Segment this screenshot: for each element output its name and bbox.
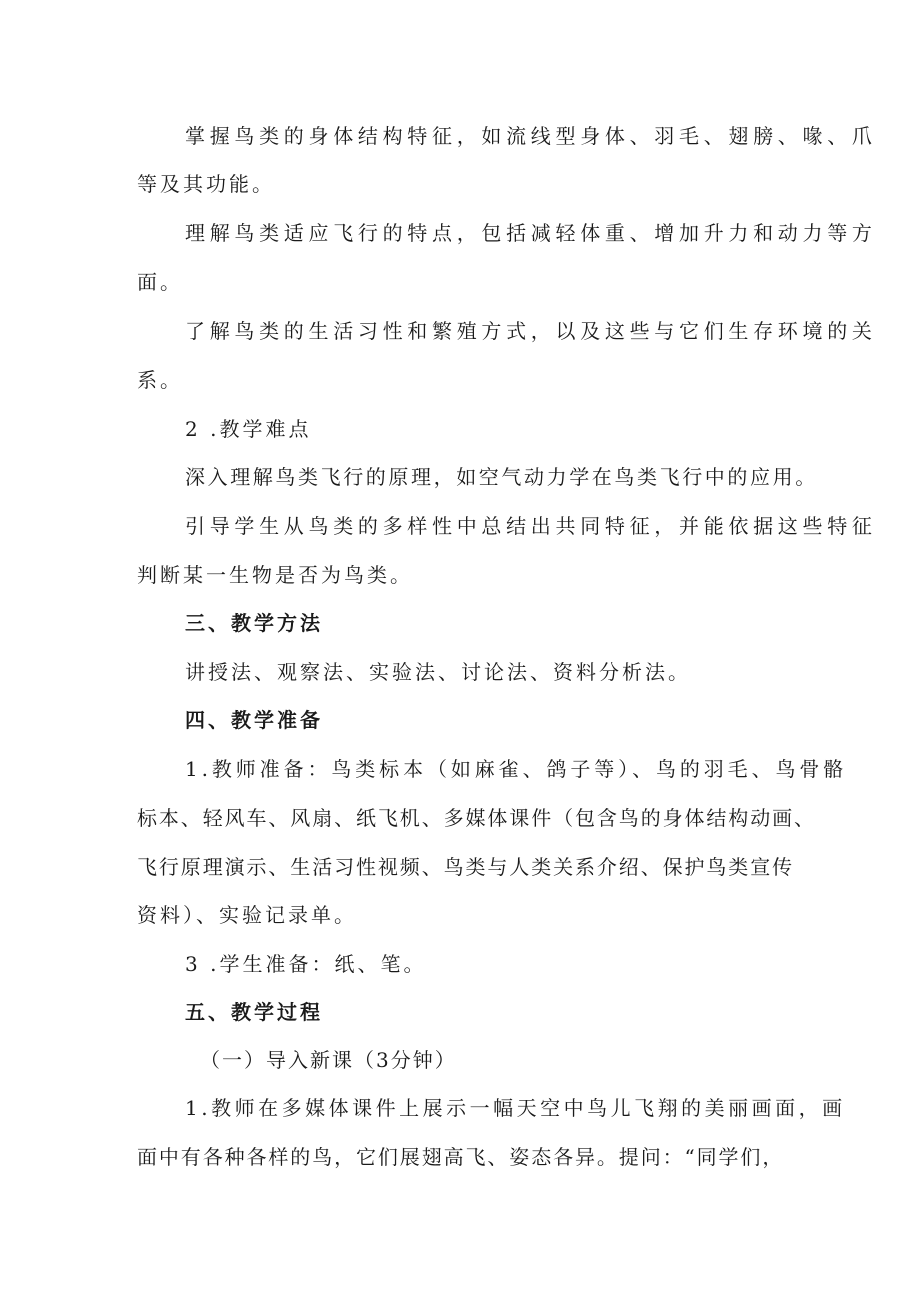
text-line: 标本、轻风车、风扇、纸飞机、多媒体课件（包含鸟的身体结构动画、: [137, 806, 816, 830]
text-line: 引导学生从鸟类的多样性中总结出共同特征，并能依据这些特征: [185, 514, 877, 538]
subheading-introduction: （一）导入新课（3分钟）: [200, 1048, 457, 1072]
section-teaching-difficulty: 2 .教学难点: [185, 417, 312, 441]
text-line: 判断某一生物是否为鸟类。: [137, 563, 413, 587]
text-line: 系。: [137, 368, 183, 392]
paragraph-flight-principle: 深入理解鸟类飞行的原理，如空气动力学在鸟类飞行中的应用。: [185, 465, 818, 489]
text-line: 等及其功能。: [137, 172, 275, 196]
text-line: 资料）、实验记录单。: [137, 903, 357, 927]
text-line: 飞行原理演示、生活习性视频、鸟类与人类关系介绍、保护鸟类宣传: [137, 855, 794, 879]
text-line: 面中有各种各样的鸟，它们展翅高飞、姿态各异。提问：“同学们，: [137, 1145, 785, 1169]
heading-teaching-process: 五、教学过程: [185, 1000, 323, 1024]
text-line: 理解鸟类适应飞行的特点，包括减轻体重、增加升力和动力等方: [185, 221, 877, 245]
text-line: 了解鸟类的生活习性和繁殖方式，以及这些与它们生存环境的关: [185, 319, 877, 343]
heading-teaching-preparation: 四、教学准备: [185, 708, 323, 732]
text-line: 掌握鸟类的身体结构特征，如流线型身体、羽毛、翅膀、喙、爪: [185, 124, 877, 148]
text-line: 1.教师在多媒体课件上展示一幅天空中鸟儿飞翔的美丽画面，画: [185, 1096, 846, 1120]
text-line: 面。: [137, 270, 183, 294]
paragraph-methods-list: 讲授法、观察法、实验法、讨论法、资料分析法。: [185, 660, 691, 684]
text-line: 1.教师准备：鸟类标本（如麻雀、鸽子等）、鸟的羽毛、鸟骨骼: [185, 757, 848, 781]
heading-teaching-methods: 三、教学方法: [185, 611, 323, 635]
paragraph-student-preparation: 3 .学生准备：纸、笔。: [185, 952, 427, 976]
